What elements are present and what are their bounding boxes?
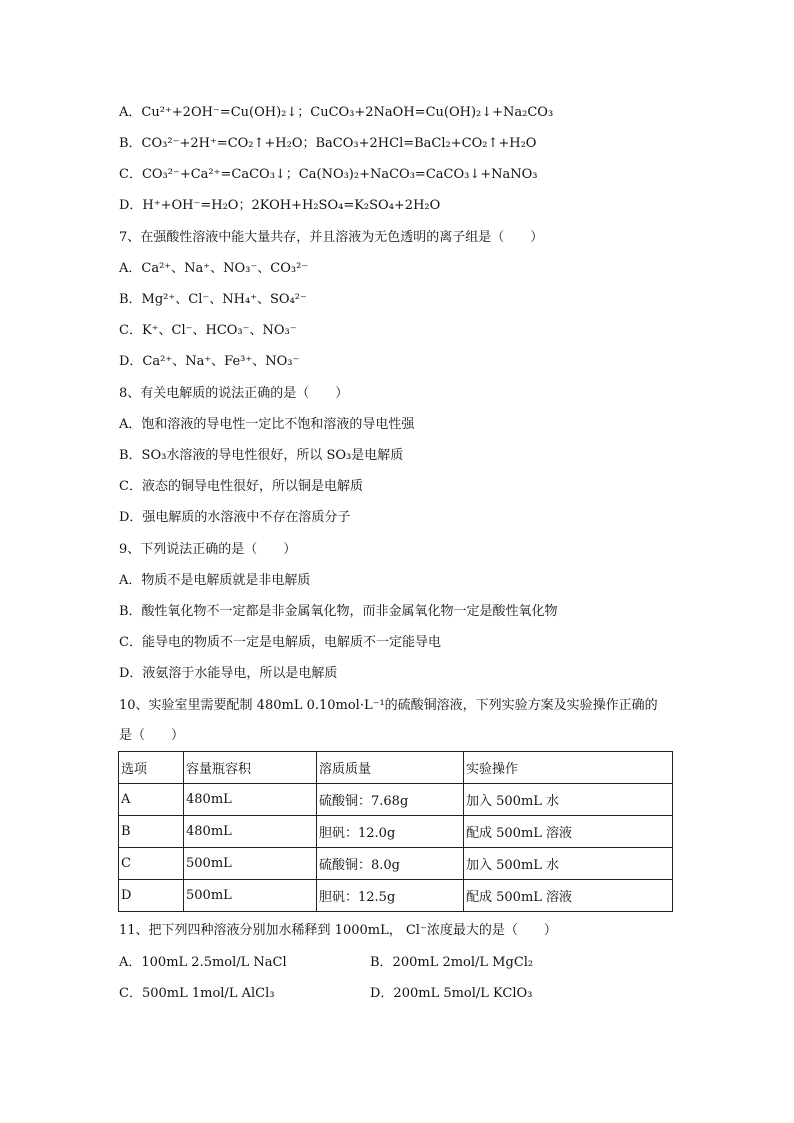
table-cell: B bbox=[119, 816, 184, 848]
q11-option-d: D．200mL 5mol/L KClO₃ bbox=[370, 986, 533, 1001]
table-row bbox=[119, 880, 673, 912]
q8-option-a: A．饱和溶液的导电性一定比不饱和溶液的导电性强 bbox=[119, 417, 415, 432]
question-11: 11、把下列四种溶液分别加水稀释到 1000mL， Cl⁻浓度最大的是（ ） bbox=[119, 923, 557, 938]
question-7: 7、在强酸性溶液中能大量共存，并且溶液为无色透明的离子组是（ ） bbox=[119, 230, 544, 245]
q9-option-c: C．能导电的物质不一定是电解质，电解质不一定能导电 bbox=[119, 635, 441, 650]
q8-option-b: B．SO₃水溶液的导电性很好，所以 SO₃是电解质 bbox=[119, 448, 404, 463]
q8-option-c: C．液态的铜导电性很好，所以铜是电解质 bbox=[119, 479, 363, 494]
option-line-b: B．CO₃²⁻+2H⁺=CO₂↑+H₂O；BaCO₃+2HCl=BaCl₂+CO₂↑+H₂O bbox=[119, 136, 537, 151]
question-8: 8、有关电解质的说法正确的是（ ） bbox=[119, 386, 349, 401]
table-cell: 胆矾：12.0g bbox=[317, 816, 464, 848]
q7-option-c: C．K⁺、Cl⁻、HCO₃⁻、NO₃⁻ bbox=[119, 323, 297, 338]
table-cell: 480mL bbox=[184, 816, 317, 848]
option-line-d: D．H⁺+OH⁻=H₂O；2KOH+H₂SO₄=K₂SO₄+2H₂O bbox=[119, 198, 441, 213]
table-header-cell: 实验操作 bbox=[464, 752, 673, 784]
table-cell: C bbox=[119, 848, 184, 880]
table-row bbox=[119, 848, 673, 880]
table-cell: 硫酸铜：8.0g bbox=[317, 848, 464, 880]
q9-option-a: A．物质不是电解质就是非电解质 bbox=[119, 573, 311, 588]
table-cell: 480mL bbox=[184, 784, 317, 816]
q11-option-a: A．100mL 2.5mol/L NaCl bbox=[119, 955, 287, 970]
table-cell: 500mL bbox=[184, 880, 317, 912]
table-header-cell: 选项 bbox=[119, 752, 184, 784]
table-cell: 配成 500mL 溶液 bbox=[464, 880, 673, 912]
table-cell: 配成 500mL 溶液 bbox=[464, 816, 673, 848]
q8-option-d: D．强电解质的水溶液中不存在溶质分子 bbox=[119, 510, 351, 525]
table-row bbox=[119, 816, 673, 848]
table-cell: 胆矾：12.5g bbox=[317, 880, 464, 912]
table-cell: 加入 500mL 水 bbox=[464, 784, 673, 816]
table-cell: 硫酸铜：7.68g bbox=[317, 784, 464, 816]
q7-option-a: A．Ca²⁺、Na⁺、NO₃⁻、CO₃²⁻ bbox=[119, 261, 309, 276]
question-10-continued: 是（ ） bbox=[119, 728, 185, 743]
q11-option-b: B．200mL 2mol/L MgCl₂ bbox=[370, 955, 534, 970]
table-header-cell: 溶质质量 bbox=[317, 752, 464, 784]
question-10: 10、实验室里需要配制 480mL 0.10mol·L⁻¹的硫酸铜溶液，下列实验方案及实验操作正确的 bbox=[119, 698, 658, 713]
table-header-cell: 容量瓶容积 bbox=[184, 752, 317, 784]
table-header-row bbox=[119, 752, 673, 784]
option-line-c: C．CO₃²⁻+Ca²⁺=CaCO₃↓；Ca(NO₃)₂+NaCO₃=CaCO₃↓+NaNO₃ bbox=[119, 167, 538, 182]
q7-option-d: D．Ca²⁺、Na⁺、Fe³⁺、NO₃⁻ bbox=[119, 354, 300, 369]
q7-option-b: B．Mg²⁺、Cl⁻、NH₄⁺、SO₄²⁻ bbox=[119, 292, 307, 307]
options-table bbox=[118, 751, 673, 912]
table-row bbox=[119, 784, 673, 816]
q11-option-c: C．500mL 1mol/L AlCl₃ bbox=[119, 986, 275, 1001]
table-cell: A bbox=[119, 784, 184, 816]
table-cell: 500mL bbox=[184, 848, 317, 880]
q9-option-b: B．酸性氧化物不一定都是非金属氧化物，而非金属氧化物一定是酸性氧化物 bbox=[119, 604, 558, 619]
table-cell: 加入 500mL 水 bbox=[464, 848, 673, 880]
q9-option-d: D．液氨溶于水能导电，所以是电解质 bbox=[119, 666, 338, 681]
option-line-a: A．Cu²⁺+2OH⁻=Cu(OH)₂↓；CuCO₃+2NaOH=Cu(OH)₂↓+Na₂CO₃ bbox=[119, 105, 554, 120]
question-9: 9、下列说法正确的是（ ） bbox=[119, 542, 297, 557]
table-cell: D bbox=[119, 880, 184, 912]
